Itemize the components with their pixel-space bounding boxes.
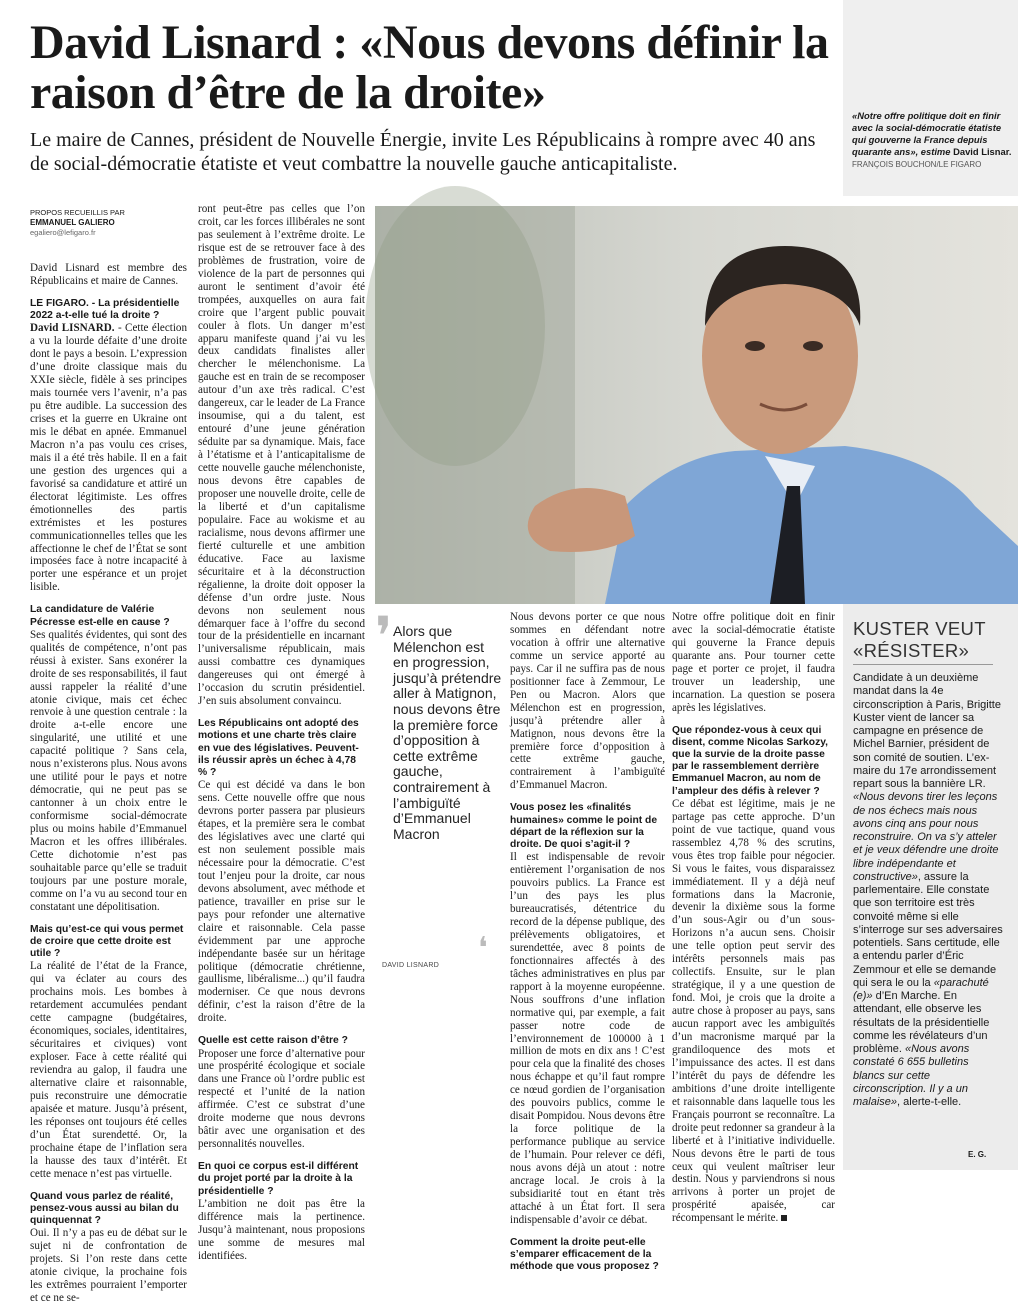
answer: Proposer une force d’alternative pour une prospérité écologique et sociale dans une France où l’ordre public est respecté et l’unité de la nation affirmée. C’est ce substrat d’une droite moderne que nous devrons bâtir avec une organisation et des personnalités nouvelles. — [198, 1047, 365, 1151]
quote-end-icon: ❛ — [478, 932, 488, 965]
answer: Ce débat est légitime, mais je ne partage pas cette approche. D’un point de vue tactique, quand vous rassemblez 4,78 % des scrutins, vous êtes trop faible pour négocier. Si vous le faites, vous disparaissez immédiatement. Il y a déjà neuf formations dans la Macronie, devenir la dixième sous la forme d’un sous-Agir ou d’un sous-Horizons n’a aucun sens. Choisir une telle option peut servir des intérêts personnels mais pas collectifs. Ensuite, sur le plan stratégique, il y a une question de fond. Moi, je crois que la droite a autre chose à proposer au pays, sans aucun rapport avec les ambiguïtés d’un macronisme marqué par la grandiloquence des mots et l’impuissance des actes. Il est dans l’intérêt du pays de défendre les ambitions d’une droite intelligente et raisonnable dans laquelle tous les Français pourront se reconnaître. La droite peut redonner sa grandeur à la liberté et à l’initiative individuelle. Nous devons être le parti de tous ceux qui veulent maîtriser leur destin. Nous y parviendrons si nous arrivons à porter un projet de prospérité apaisée, car récompensant le mérite. — [672, 797, 835, 1225]
caption-quote: «Notre offre politique doit en finir avec la social-démocratie étatiste qui gouverne la France depuis quarante ans», estime — [852, 110, 1002, 157]
answer: La réalité de l’état de la France, qui va éclater au cours des prochains mois. Les bombes à retardement accumulées pendant cette campagne (budgétaires, économiques, sociales, identitaires, sécuritaires et civiques) vont exploser. Face à cette réalité qui reviendra au galop, il faudra une alternative claire et raisonnable, puis reconstruire une démocratie apaisée et mature. Jusqu’à présent, les réponses ont toujours été celles d’un État surendetté. Or, la prochaine étape de l’inflation sera la hausse des taux d’intérêt. Et cette menace n’est pas virtuelle. — [30, 960, 187, 1180]
portrait-illustration — [375, 206, 1018, 604]
question: Mais qu’est-ce qui vous permet de croire que cette droite est utile ? — [30, 923, 184, 960]
article-column-2 — [198, 203, 365, 1262]
pull-quote-author: DAVID LISNARD — [382, 962, 440, 969]
caption-name: David Lisnar. — [953, 146, 1012, 157]
quote-mark-icon: ❜ — [375, 607, 393, 667]
article-photo — [375, 206, 1018, 604]
sidebar-text: Candidate à un deuxième mandat dans la 4e circonscription à Paris, Brigitte Kuster vient de lancer sa campagne en présence de Michel Barnier, président de son comité de soutien. L’ex-maire du 17e arrondissement repart sous la bannière LR. «Nous devons tirer les leçons de nos échecs mais nous avons cinq ans pour nous reconstruire. On va s’y atteler et je veux défendre une droite libre indépendante et constructive», assure la parlementaire. Elle constate que son territoire est très convoité même si elle s’interroge sur ses adversaires potentiels. Sans certitude, elle a entendu parler d’Éric Zemmour et elle se demande qui sera le ou la «parachuté (e)» d’En Marche. En attendant, elle observe les résultats de la présidentielle comme les révélateurs d’un problème. «Nous avons constaté 6 655 bulletins blancs sur cette circonscription. Il y a un malaise», alerte-t-elle. — [853, 672, 1003, 1108]
answer: Nous devons porter ce que nous sommes en défendant notre vocation à offrir une alternative comme un service apporté au pays. Car il ne suffira pas de nous positionner face à Zemmour, Le Pen ou Macron. Alors que Mélenchon est en progression, jusqu’à prétendre aller à Matignon, nous devons être la première force d’opposition à cette extrême gauche, contrairement à l’ambiguïté d’Emmanuel Macron. — [510, 611, 665, 792]
question: Quand vous parlez de réalité, pensez-vous aussi au bilan du quinquennat ? — [30, 1190, 179, 1226]
question: En quoi ce corpus est-il différent du projet porté par la droite à la présidentielle ? — [198, 1161, 359, 1197]
byline-author: EMMANUEL GALIERO — [30, 218, 115, 227]
question: Quelle est cette raison d’être ? — [198, 1035, 348, 1047]
question: Que répondez-vous à ceux qui disent, comme Nicolas Sarkozy, que la survie de la droite passe par le rassemblement derrière Emmanuel Macron, au nom de l’ampleur des défis à relever ? — [672, 724, 829, 797]
intro-paragraph: David Lisnard est membre des Républicains et maire de Cannes. — [30, 262, 187, 287]
question: LE FIGARO. - La présidentielle 2022 a-t-elle tué la droite ? — [30, 297, 180, 322]
article-column-3 — [510, 611, 665, 1273]
answer: Ses qualités évidentes, qui sont des qualités de compétence, n’ont pas réussi à exister. Sans exonérer la droite de ses responsabilités, il faut aussi rappeler la réalité d’une atonie civique, mais cet échec renvoie à une question centrale : la droite a-t-elle encore une singularité, une utilité et une capacité politique ? Sans cela, nous n’existerons plus. Nous avons une utilité pour le pays et notre démocratie, qui ne peut pas se cantonner à un choix entre le conformisme social-démocrate plus ou moins habile d’Emmanuel Macron et les offres illibérales. Cette dichotomie n’est pas souhaitable parce qu’elle se traduit toujours par une posture morale, comme on l’a vu au second tour en constatant une dépolitisation. — [30, 628, 187, 913]
end-mark-icon — [781, 1215, 787, 1221]
speaker-name: David LISNARD. — [30, 322, 115, 335]
sidebar-title: KUSTER VEUT «RÉSISTER» — [853, 618, 986, 661]
question: Vous posez les «finalités humaines» comme le point de départ de la réflexion sur la droite. De quoi s’agit-il ? — [510, 802, 658, 850]
question: Les Républicains ont adopté des motions et une charte très claire en vue des législatives. Peuvent-ils réussir après un échec à 4,78 % ? — [198, 718, 359, 778]
answer: David LISNARD. - Cette élection a vu la lourde défaite d’une droite dont le pays a besoin. L’expression d’une droite classique mais du XXIe siècle, fidèle à ses principes mais tournée vers l’avenir, n’a pas pu être audible. La succession des crises et la guerre en Ukraine ont mis le débat en apnée. Emmanuel Macron n’a pas voulu ces crises, mais il a été très habile. Il en a fait une gestion des urgences qui a favorisé sa candidature et attiré un électorat légitimiste. Les offres émotionnelles des partis extrémistes et les postures communicationnelles telles que les affectionne le chef de l’État se sont imposées face à notre incapacité à porter une espérance et un projet lisible. — [30, 322, 188, 594]
sidebar-divider — [853, 664, 993, 665]
article-column-4 — [672, 611, 835, 1225]
article-title: David Lisnard : «Nous devons définir la raison d’être de la droite» — [30, 16, 829, 119]
pull-quote: Alors que Mélenchon est en progression, jusqu’à prétendre aller à Matignon, nous devons être la première force d’opposition à cette extrême gauche, contrairement à l’ambiguïté d’Emmanuel Macron — [393, 623, 502, 842]
byline-email[interactable]: egaliero@lefigaro.fr — [30, 228, 96, 237]
sidebar-quote: «Nous avons constaté 6 655 bulletins blancs sur cette circonscription. Il y a un malaise» — [853, 1043, 970, 1108]
sidebar-signature: E. G. — [968, 1150, 987, 1159]
answer: Ce qui est décidé va dans le bon sens. Cette nouvelle offre que nous devrons porter passera par plusieurs étapes, et la première sera le combat des législatives avec une clarté qui est non seulement possible mais nécessaire pour la démocratie. C’est tout l’enjeu pour la droite, car nous devons absolument, avec méthode et patience, travailler en prise sur le pays pour refonder une alternative claire et raisonnable. Cela passe évidemment par une approche indépendante basée sur un héritage politique (démocratie chrétienne, gaullisme, libéralisme...) qu’il faudra moderniser. Ce que nous devrons définir, c’est la raison d’être de la droite. — [198, 779, 365, 1025]
answer: ront peut-être pas celles que l’on croit, car les forces illibérales ne sont pas seulement à l’extrême droite. Le risque est de se retrouver face à des problèmes de frustration, voire de violence de la part de personnes qui auront le sentiment d’avoir été trompées, auxquelles on aura fait croire que l’argent public pouvait couler à flots. Un danger m’est apparu manifeste quand j’ai vu les deux candidats finalistes aller chercher le mélenchonisme. La gauche est en train de se recomposer autour d’un axe très radical. C’est dangereux, car le leader de La France insoumise, qui a du talent, est entouré d’une jeune génération séduite par sa dynamique. Mais, face à l’étatisme et à l’anticapitalisme de cette nouvelle gauche mélenchoniste, nous devons être capables de proposer une nouvelle droite, celle de la liberté et d’un capitalisme populaire. Face au wokisme et au racialisme, nous devons affirmer une fierté culturelle et une ambition éducative. Face au laxisme sécuritaire et à la déconstruction régalienne, la droite doit opposer la défense d’un ordre juste. Nous devons non seulement nous démarquer face à l’offre du second tour de la présidentielle en incarnant l’universalisme républicain, mais aussi combattre ces dynamiques dangereuses qui ont émergé à l’occasion du scrutin présidentiel. J’en suis absolument convaincu. — [198, 203, 365, 708]
answer: Notre offre politique doit en finir avec la social-démocratie étatiste qui gouverne la France depuis quarante ans. Pour tourner cette page et porter ce projet, il faudra trouver un leadership, une incarnation. La question se posera après les législatives. — [672, 611, 835, 714]
answer: Il est indispensable de revoir entièrement l’organisation de nos pouvoirs publics. La France est l’un des pays les plus bureaucratisés, détentrice du record de la dépense publique, des prélèvements obligatoires, et surendettée, avec 8 points de fonctionnaires affectés à des tâches administratives en plus par rapport à la moyenne européenne. Nous souffrons d’une inflation normative qui, par exemple, a fait passer notre code de l’environnement de 100000 à 1 million de mots en dix ans ! C’est pour cela que la finalité des choses nous échappe et qu’il faut rompre ce nœud gordien de l’organisation des pouvoirs publics, comme le disait Pompidou. Nous devons être la force politique de la performance publique au service de l’humain. Pour relever ce défi, nous avons déjà un atout : notre ancrage local. Je crois à la subsidiarité tout en étant très attaché à un État fort. Il sera indispensable d’avoir ce débat. — [510, 851, 665, 1226]
article-subtitle: Le maire de Cannes, président de Nouvelle Énergie, invite Les Républicains à rompre avec 40 ans de social-démocratie étatiste et veut combattre la nouvelle gauche anticapitaliste. — [30, 129, 816, 175]
question: La candidature de Valérie Pécresse est-elle en cause ? — [30, 604, 170, 628]
question: Comment la droite peut-elle s’emparer efficacement de la méthode que vous proposez ? — [510, 1236, 659, 1273]
article-column-1 — [30, 262, 188, 1304]
answer: L’ambition ne doit pas être la différence mais la pertinence. Jusqu’à maintenant, nous proposions une somme de mesures mal identifiées. — [198, 1197, 365, 1262]
byline — [30, 208, 185, 238]
photo-credit: FRANÇOIS BOUCHON/LE FIGARO — [852, 160, 982, 169]
byline-label: PROPOS RECUEILLIS PAR — [30, 208, 125, 217]
sidebar-quote: «Nous devons tirer les leçons de nos échecs mais nous avons cinq ans pour nous reconstruire. On va s’y atteler et je veux défendre une droite libre indépendante et constructive» — [853, 791, 999, 883]
answer: Oui. Il n’y a pas eu de débat sur le sujet ni de confrontation de projets. Si l’on reste dans cette atonie civique, la prochaine fois les extrêmes pourraient l’emporter et ce ne se- — [30, 1227, 187, 1304]
photo-caption — [852, 110, 1012, 171]
sidebar-quote: «parachuté (e)» — [853, 976, 989, 1002]
